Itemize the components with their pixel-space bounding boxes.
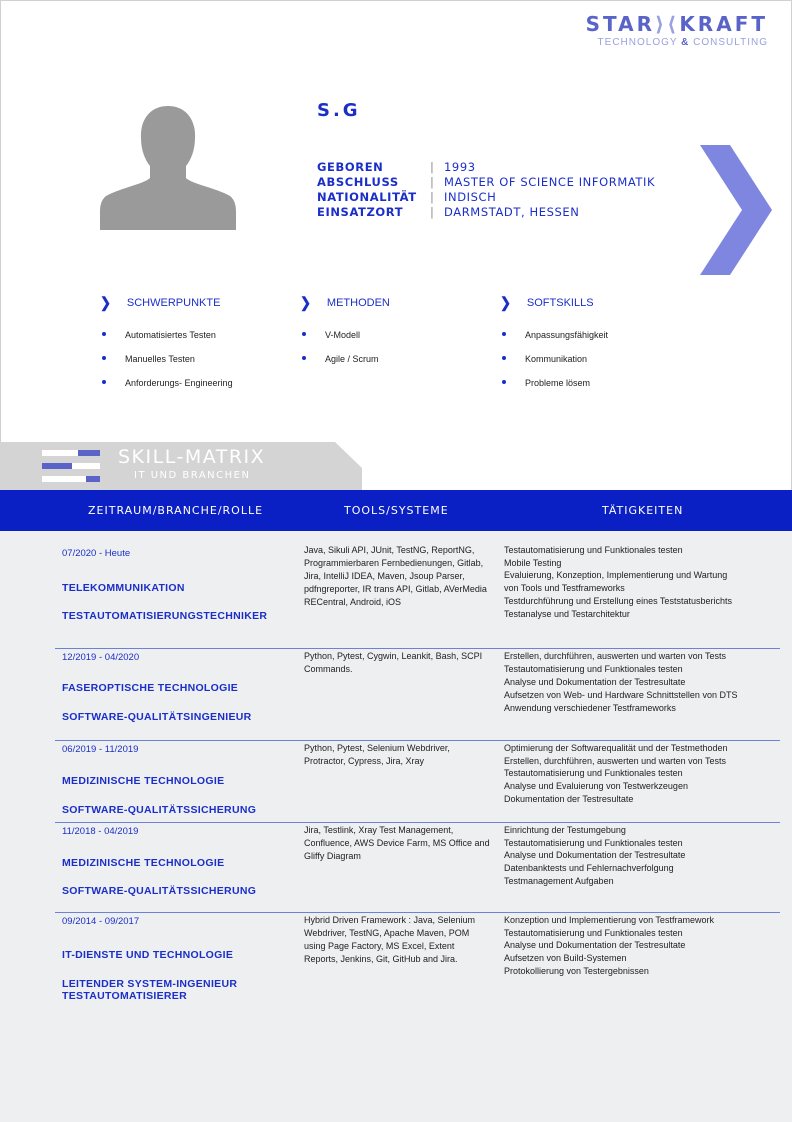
task-line: Analyse und Dokumentation der Testresultate bbox=[504, 677, 686, 687]
row-period: 09/2014 - 09/2017 bbox=[62, 916, 140, 927]
row-tools: Jira, Testlink, Xray Test Management, Confluence, AWS Device Farm, MS Office and Gliffy Diagram bbox=[304, 825, 490, 861]
detail-row-location bbox=[317, 205, 655, 220]
candidate-name: S.G bbox=[317, 100, 361, 121]
detail-separator: | bbox=[430, 160, 434, 174]
row-tasks bbox=[504, 914, 780, 978]
row-tasks bbox=[504, 650, 780, 715]
row-tools: Python, Pytest, Cygwin, Leankit, Bash, SCPI Commands. bbox=[304, 651, 483, 674]
focus-heading-label: METHODEN bbox=[326, 297, 390, 309]
task-line: Konzeption und Implementierung von Testframework bbox=[504, 915, 714, 925]
focus-list bbox=[100, 329, 233, 401]
row-role: TESTAUTOMATISIERUNGSTECHNIKER bbox=[62, 610, 268, 622]
logo-tagline-right: CONSULTING bbox=[689, 37, 768, 48]
logo-wordmark bbox=[586, 12, 768, 36]
task-line: Erstellen, durchführen, auswerten und warten von Tests bbox=[504, 651, 726, 661]
avatar-placeholder-icon bbox=[100, 100, 236, 230]
personal-details bbox=[317, 160, 655, 220]
list-item: Anforderungs- Engineering bbox=[100, 377, 233, 401]
focus-column-softskills bbox=[500, 295, 608, 401]
task-line: Testanalyse und Testarchitektur bbox=[504, 608, 630, 619]
chevron-right-icon: ❯ bbox=[100, 294, 111, 311]
focus-heading-label: SOFTSKILLS bbox=[526, 297, 594, 309]
task-line: Analyse und Dokumentation der Testresultate bbox=[504, 940, 686, 951]
banner-title: SKILL-MATRIX bbox=[118, 446, 266, 468]
task-line: Erstellen, durchführen, auswerten und warten von Tests bbox=[504, 755, 726, 766]
row-branch: MEDIZINISCHE TECHNOLOGIE bbox=[62, 857, 225, 869]
logo-word-star: STAR bbox=[585, 12, 656, 36]
logo-tagline bbox=[586, 37, 768, 48]
row-tools: Hybrid Driven Framework : Java, Selenium Webdriver, TestNG, Apache Maven, POM using Page Factory, MS Excel, Extent Reports, Jenkins, Git, GitHub and Jira. bbox=[304, 915, 476, 964]
logo-word-kraft: KRAFT bbox=[679, 12, 768, 36]
chevron-right-decoration-icon bbox=[700, 145, 772, 275]
task-line: Anwendung verschiedener Testframeworks bbox=[504, 703, 676, 713]
row-role: LEITENDER SYSTEM-INGENIEUR bbox=[62, 978, 238, 990]
company-logo bbox=[586, 12, 768, 48]
detail-value: DARMSTADT, HESSEN bbox=[444, 205, 580, 219]
table-row bbox=[55, 650, 780, 741]
focus-column-schwerpunkte bbox=[100, 295, 233, 401]
row-branch: TELEKOMMUNIKATION bbox=[62, 582, 185, 594]
task-line: Optimierung der Softwarequalität und der Testmethoden bbox=[504, 743, 728, 753]
detail-row-birth bbox=[317, 160, 655, 175]
chevron-right-icon: ❯ bbox=[500, 294, 511, 311]
row-period: 06/2019 - 11/2019 bbox=[62, 744, 139, 755]
detail-label: NATIONALITÄT bbox=[317, 190, 417, 204]
task-line: Einrichtung der Testumgebung bbox=[504, 825, 626, 835]
row-role-secondary: TESTAUTOMATISIERER bbox=[62, 990, 187, 1002]
list-item: Agile / Scrum bbox=[300, 353, 390, 377]
row-branch: IT-DIENSTE UND TECHNOLOGIE bbox=[62, 949, 234, 961]
table-row bbox=[55, 544, 780, 649]
row-role: SOFTWARE-QUALITÄTSSICHERUNG bbox=[62, 804, 257, 816]
task-line: Testmanagement Aufgaben bbox=[504, 875, 614, 886]
row-role: SOFTWARE-QUALITÄTSINGENIEUR bbox=[62, 711, 252, 723]
row-period: 11/2018 - 04/2019 bbox=[62, 826, 139, 837]
banner-subtitle: IT UND BRANCHEN bbox=[134, 470, 251, 481]
task-line: Mobile Testing bbox=[504, 557, 562, 568]
focus-heading-label: SCHWERPUNKTE bbox=[126, 297, 221, 309]
detail-label: ABSCHLUSS bbox=[317, 175, 399, 189]
row-period: 07/2020 - Heute bbox=[62, 548, 131, 559]
list-item: Probleme lösem bbox=[500, 377, 608, 401]
task-line: Analyse und Dokumentation der Testresultate bbox=[504, 850, 686, 861]
detail-value: MASTER OF SCIENCE INFORMATIK bbox=[444, 175, 656, 189]
row-tools: Java, Sikuli API, JUnit, TestNG, ReportNG, Programmierbaren Fernbedienungen, Gitlab, Jira, IntelliJ IDEA, Maven, Jsoup Parser, pdfngreporter, IR trans API, Gitlab, AVerMedia RECentral, Android, iOS bbox=[304, 545, 487, 607]
logo-tagline-amp: & bbox=[681, 37, 690, 48]
logo-tagline-left: TECHNOLOGY bbox=[597, 37, 682, 48]
focus-heading bbox=[300, 295, 390, 311]
row-tasks bbox=[504, 544, 780, 620]
task-line: Aufsetzen von Build-Systemen bbox=[504, 953, 627, 964]
row-tasks bbox=[504, 824, 780, 888]
list-item: Manuelles Testen bbox=[100, 353, 233, 377]
table-header bbox=[0, 490, 792, 531]
task-line: Analyse und Evaluierung von Testwerkzeugen bbox=[504, 781, 688, 792]
row-period: 12/2019 - 04/2020 bbox=[62, 652, 140, 663]
task-line: Testautomatisierung und Funktionales testen bbox=[504, 837, 683, 848]
table-row bbox=[55, 914, 780, 1006]
list-item: Automatisiertes Testen bbox=[100, 329, 233, 353]
task-line: Testautomatisierung und Funktionales testen bbox=[504, 927, 683, 938]
column-header: TÄTIGKEITEN bbox=[602, 504, 684, 517]
chevron-right-icon: ❯ bbox=[300, 294, 311, 311]
focus-heading bbox=[500, 295, 608, 311]
row-role: SOFTWARE-QUALITÄTSSICHERUNG bbox=[62, 885, 257, 897]
task-line: Protokollierung von Testergebnissen bbox=[504, 965, 649, 976]
detail-value: 1993 bbox=[444, 160, 476, 174]
row-branch: MEDIZINISCHE TECHNOLOGIE bbox=[62, 775, 225, 787]
list-item: Kommunikation bbox=[500, 353, 608, 377]
task-line: von Tools und Testframeworks bbox=[504, 583, 625, 594]
list-item: V-Modell bbox=[300, 329, 390, 353]
list-item: Anpassungsfähigkeit bbox=[500, 329, 608, 353]
table-row bbox=[55, 742, 780, 823]
detail-value: INDISCH bbox=[444, 190, 497, 204]
focus-heading bbox=[100, 295, 233, 311]
task-line: Dokumentation der Testresultate bbox=[504, 793, 634, 804]
task-line: Aufsetzen von Web- und Hardware Schnittstellen von DTS bbox=[504, 690, 738, 700]
detail-label: EINSATZORT bbox=[317, 205, 404, 219]
row-branch: FASEROPTISCHE TECHNOLOGIE bbox=[62, 682, 239, 694]
row-tools: Python, Pytest, Selenium Webdriver, Protractor, Cypress, Jira, Xray bbox=[304, 743, 450, 766]
detail-row-degree bbox=[317, 175, 655, 190]
column-header: TOOLS/SYSTEME bbox=[344, 504, 449, 517]
row-tasks bbox=[504, 742, 780, 806]
task-line: Testdurchführung und Erstellung eines Teststatusberichts bbox=[504, 595, 732, 606]
focus-list bbox=[500, 329, 608, 401]
detail-separator: | bbox=[430, 175, 434, 189]
logo-separator-icon: ⟩⟨ bbox=[655, 12, 680, 36]
task-line: Testautomatisierung und Funktionales testen bbox=[504, 768, 683, 779]
detail-label: GEBOREN bbox=[317, 160, 384, 174]
task-line: Testautomatisierung und Funktionales testen bbox=[504, 664, 683, 674]
detail-separator: | bbox=[430, 205, 434, 219]
task-line: Evaluierung, Konzeption, Implementierung und Wartung bbox=[504, 570, 728, 581]
task-line: Datenbanktests und Fehlernachverfolgung bbox=[504, 863, 674, 874]
task-line: Testautomatisierung und Funktionales testen bbox=[504, 545, 683, 555]
matrix-bars-icon bbox=[42, 448, 100, 484]
detail-row-nationality bbox=[317, 190, 655, 205]
table-row bbox=[55, 824, 780, 913]
focus-column-methoden bbox=[300, 295, 390, 377]
column-header: ZEITRAUM/BRANCHE/ROLLE bbox=[88, 504, 264, 517]
detail-separator: | bbox=[430, 190, 434, 204]
focus-list bbox=[300, 329, 390, 377]
